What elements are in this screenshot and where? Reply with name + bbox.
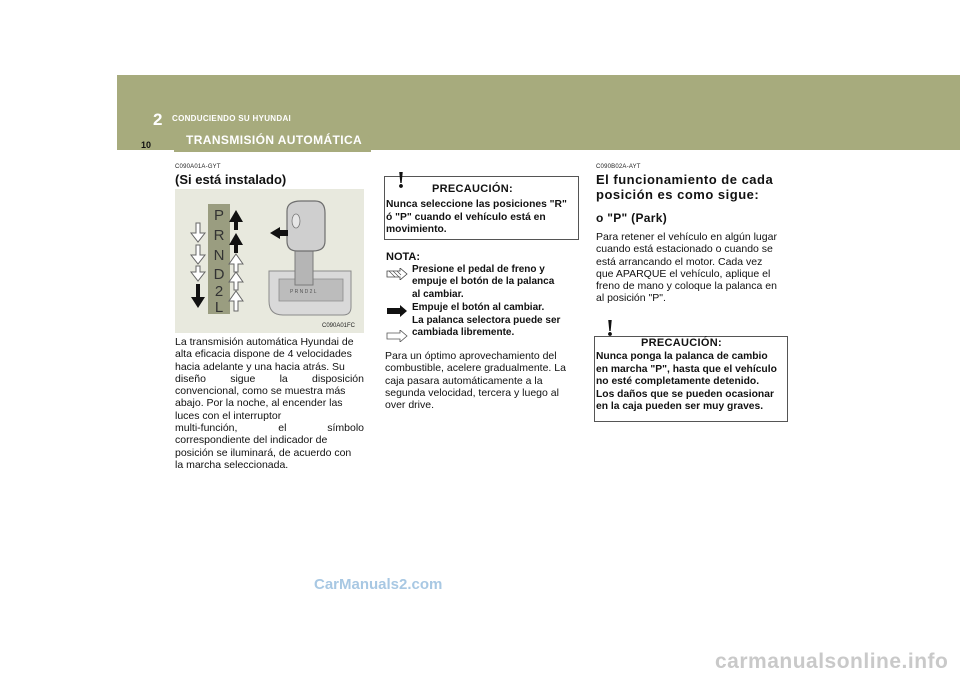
caution-title-2: PRECAUCIÓN:: [641, 337, 722, 349]
nota-item-3: [412, 315, 576, 340]
text-line: abajo. Por la noche, al encender las: [175, 397, 343, 410]
text-line: al cambiar.: [412, 288, 464, 300]
chapter-title: CONDUCIENDO SU HYUNDAI: [172, 114, 292, 123]
right-arrow-column: [229, 210, 243, 311]
operation-heading: [596, 172, 786, 202]
push-arrow-icon: [270, 227, 288, 239]
text-line: Empuje el botón al cambiar.: [412, 302, 545, 313]
text-line: La palanca selectora puede ser: [412, 315, 561, 326]
text-line: Nunca ponga la palanca de cambio: [596, 351, 768, 362]
text-line: en marcha "P", hasta que el vehículo: [596, 363, 777, 375]
outline-up-arrow-icon: [229, 291, 243, 311]
image-code: C090A01FC: [322, 323, 356, 329]
text-line: empuje el botón de la palanca: [412, 276, 555, 288]
outline-down-arrow-icon: [191, 245, 205, 264]
gear-letter-n: N: [213, 247, 225, 264]
text-line: posición es como sigue:: [596, 187, 760, 202]
warning-icon: !: [397, 168, 405, 194]
gear-letter-l: L: [214, 299, 224, 316]
watermark-left: CarManuals2.com: [314, 576, 443, 593]
text-line: combustible, acelere gradualmente. La: [385, 362, 566, 375]
gear-letter-2: 2: [214, 283, 224, 300]
solid-arrow-icon: [386, 305, 408, 317]
section-code: C090A01A-GYT: [175, 164, 221, 170]
text-line: ó "P" cuando el vehículo está en: [386, 211, 546, 223]
text-line: freno de mano y coloque la palanca en: [596, 280, 777, 293]
text-line: al posición "P".: [596, 292, 666, 305]
outline-down-arrow-icon: [191, 266, 205, 281]
text-line: correspondiente del indicador de: [175, 434, 328, 447]
left-arrow-column: [191, 223, 205, 308]
outline-up-arrow-icon: [229, 254, 243, 272]
text-line: over drive.: [385, 399, 435, 412]
solid-down-arrow-icon: [191, 284, 205, 308]
section-code-2: C090B02A-AYT: [596, 164, 641, 170]
nota-item-2: [412, 302, 576, 314]
text-line: Los daños que se pueden ocasionar: [596, 388, 774, 400]
nota-title: NOTA:: [386, 251, 421, 263]
section-title: TRANSMISIÓN AUTOMÁTICA: [186, 133, 363, 147]
text-line: movimiento.: [386, 224, 447, 235]
chapter-number: 2: [153, 110, 163, 129]
text-line: la marcha seleccionada.: [175, 458, 289, 471]
outline-up-arrow-icon: [229, 272, 243, 290]
text-line: en la caja pueden ser muy graves.: [596, 401, 764, 412]
text-line: Para retener el vehículo en algún lugar: [596, 231, 777, 243]
nota-item-1: [412, 264, 576, 301]
text-line: hacia adelante y una hacia atrás. Su: [175, 360, 345, 373]
gear-letter-r: R: [213, 227, 225, 244]
gear-letter-d: D: [213, 266, 225, 283]
caution-text: [386, 199, 576, 237]
page-number: 10: [141, 140, 152, 150]
text-line: segunda velocidad, tercera y luego al: [385, 386, 559, 399]
text-line: Presione el pedal de freno y: [412, 264, 545, 275]
caution-text-2: [596, 351, 786, 414]
installed-subheading: (Si está instalado): [175, 172, 287, 187]
text-line: posición se iluminará, de acuerdo con: [175, 446, 352, 459]
col3-body: [596, 231, 786, 305]
solid-up-arrow-icon: [229, 210, 243, 230]
gate-letters: P R N D 2 L: [290, 289, 317, 295]
warning-icon: !: [606, 316, 614, 342]
lever-button: [292, 214, 300, 228]
text-line: La transmisión automática Hyundai de: [175, 336, 354, 348]
text-line: está arrancando el motor. Cada vez: [596, 255, 763, 268]
col2-body: [385, 350, 575, 411]
text-line: cambiada libremente.: [412, 327, 515, 339]
caution-title: PRECAUCIÓN:: [432, 183, 513, 195]
park-subheading: o "P" (Park): [596, 211, 667, 225]
shift-lever-illustration: [175, 189, 364, 333]
solid-up-arrow-icon: [229, 233, 243, 253]
outline-arrow-icon: [386, 330, 408, 342]
text-line: caja pasara automáticamente a la: [385, 374, 543, 387]
gear-letter-p: P: [213, 207, 225, 224]
text-line: luces con el interruptor: [175, 409, 282, 422]
text-line: diseño sigue la disposición: [175, 372, 364, 385]
text-line: Para un óptimo aprovechamiento del: [385, 350, 557, 362]
hatched-arrow-icon: [386, 268, 408, 280]
shift-lever-drawing: [175, 189, 364, 333]
text-line: que APARQUE el vehículo, aplique el: [596, 267, 771, 280]
col1-body: [175, 336, 364, 471]
text-line: alta eficacia dispone de 4 velocidades: [175, 348, 352, 361]
watermark-right: carmanualsonline.info: [715, 650, 949, 673]
text-line: Nunca seleccione las posiciones "R": [386, 199, 567, 210]
text-line: convencional, como se muestra más: [175, 385, 346, 398]
text-line: cuando está estacionado o cuando se: [596, 243, 773, 256]
text-line: no esté completamente detenido.: [596, 376, 760, 387]
hatched-down-arrow-icon: [191, 223, 205, 242]
text-line: multi-función, el símbolo: [175, 422, 364, 435]
text-line: El funcionamiento de cada: [596, 172, 774, 187]
